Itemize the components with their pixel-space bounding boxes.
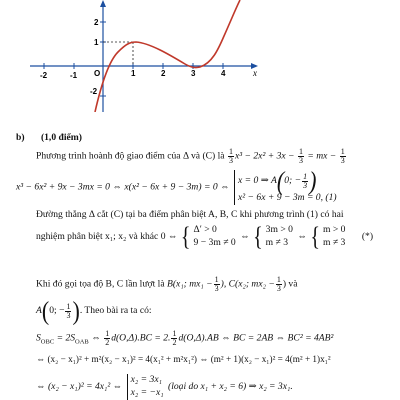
function-graph (0, 0, 400, 112)
x-tick-label: -2 (40, 71, 48, 80)
equation-line-7: $S_{OBC} = 2S_{OAB}$ ⇔ $\frac{1}{2}$ d(O,Δ).BC = 2. $\frac{1}{2}$ d(O,Δ).AB ⇔ BC = 2AB ⇔ BC² = 4AB² (36, 329, 334, 347)
y-tick-label: 1 (94, 38, 99, 47)
section-points: (1,0 điểm) (40, 132, 82, 143)
x-tick-label: 3 (191, 69, 196, 78)
y-tick-label: -2 (90, 87, 98, 96)
section-header (16, 132, 82, 143)
x-tick-label: 1 (131, 69, 136, 78)
condition-line-4: nghiệm phân biệt x₁; x₂ và khác 0 ⇔ { Δ′ > 0 9 − 3m ≠ 0 ⇔ { 3m > 0 m ≠ 3 ⇔ { m > 0 m ≠ 3 (*) (36, 222, 374, 252)
equation-line-2: x³ − 6x² + 9x − 3mx = 0 ⇔ x(x² − 6x + 9 − 3m) = 0 ⇔ x = 0 ⇒ A(0; − $\frac{1}{3}$ ) x² − 6x + 9 − 3m = 0, (1) (16, 165, 337, 203)
origin-label: O (94, 69, 101, 78)
x-axis-name: x (253, 68, 257, 78)
section-label: b) (16, 132, 25, 143)
function-curve (95, 0, 240, 112)
equation-line-1: Phương trình hoành độ giao điểm của Δ và (C) là $\frac{1}{3}$ x³ − 2x² + 3x − $\frac{1}{3}$ = mx − $\frac{1}{3}$ (36, 147, 345, 165)
y-tick-label: 2 (94, 18, 99, 27)
fraction: $\frac{1}{3}$ (298, 147, 303, 165)
fraction: $\frac{1}{3}$ (340, 147, 345, 165)
text-line-5: Khi đó gọi tọa độ B, C lần lượt là B(x₁; mx₁ − $\frac{1}{3}$ ), C(x₂; mx₂ − $\frac{1}{3}$ ) và (36, 275, 298, 293)
case-system: x = 0 ⇒ A(0; − $\frac{1}{3}$ ) x² − 6x + 9 − 3m = 0, (1) (234, 170, 337, 205)
equation-line-8: ⇔ (x₂ − x₁)² + m²(x₂ − x₁)² = 4(x₁² + m²x₁²) ⇔ (m² + 1)(x₂ − x₁)² = 4(m² + 1)x₁² (36, 354, 331, 364)
text-line-3: Đường thẳng Δ cắt (C) tại ba điểm phân biệt A, B, C khi phương trình (1) có hai (36, 209, 344, 220)
x-tick-label: 2 (161, 69, 166, 78)
x-tick-label: 4 (221, 69, 226, 78)
y-axis-arrow-icon (100, 0, 106, 7)
text-line-6: A(0; − $\frac{1}{3}$ ). Theo bài ra ta có: (36, 295, 152, 326)
equation-line-9: ⇔ (x₂ − x₁)² = 4x₁² ⇔ x₂ = 3x₁ x₂ = −x₁ (loại do x₁ + x₂ = 6) ⇒ x₂ = 3x₁. (36, 374, 293, 398)
graph-svg (0, 0, 400, 112)
x-tick-label: -1 (70, 71, 78, 80)
fraction: $\frac{1}{3}$ (228, 147, 233, 165)
